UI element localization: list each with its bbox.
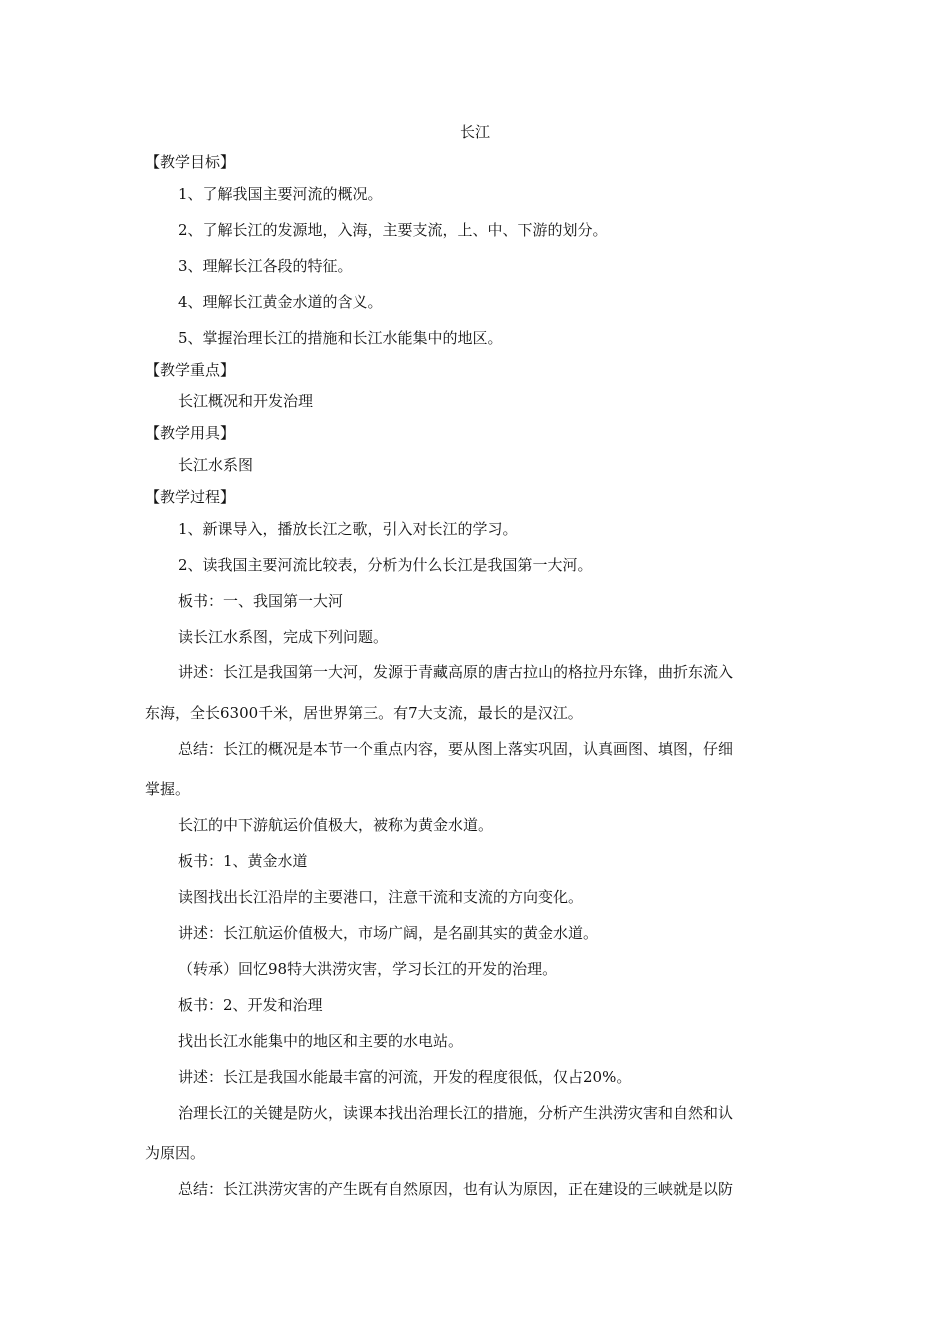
key-points-text: 长江概况和开发治理	[178, 392, 314, 410]
goal-item: 2、了解长江的发源地，入海，主要支流，上、中、下游的划分。	[178, 221, 608, 239]
goal-item: 3、理解长江各段的特征。	[178, 257, 353, 275]
process-line: 1、新课导入，播放长江之歌，引入对长江的学习。	[178, 520, 518, 538]
process-line: 读图找出长江沿岸的主要港口，注意干流和支流的方向变化。	[178, 888, 584, 906]
document-title: 长江	[459, 123, 490, 141]
process-line: 东海，全长6300千米，居世界第三。有7大支流，最长的是汉江。	[145, 704, 583, 722]
process-line: 讲述：长江航运价值极大，市场广阔，是名副其实的黄金水道。	[178, 924, 599, 942]
process-line: 读长江水系图，完成下列问题。	[178, 628, 389, 646]
process-line: 长江的中下游航运价值极大，被称为黄金水道。	[178, 816, 494, 834]
tools-text: 长江水系图	[178, 456, 254, 474]
goal-item: 5、掌握治理长江的措施和长江水能集中的地区。	[178, 329, 503, 347]
process-heading: 【教学过程】	[145, 488, 236, 506]
process-line: 掌握。	[145, 780, 191, 798]
process-line: 讲述：长江是我国水能最丰富的河流，开发的程度很低，仅占20%。	[178, 1068, 632, 1086]
process-line: 讲述：长江是我国第一大河，发源于青藏高原的唐古拉山的格拉丹东锋，曲折东流入	[178, 663, 734, 681]
process-line: 2、读我国主要河流比较表，分析为什么长江是我国第一大河。	[178, 556, 593, 574]
key-points-heading: 【教学重点】	[145, 361, 236, 379]
goal-item: 4、理解长江黄金水道的含义。	[178, 293, 383, 311]
process-line: 板书：2、开发和治理	[178, 996, 323, 1014]
tools-heading: 【教学用具】	[145, 424, 236, 442]
process-line: （转承）回忆98特大洪涝灾害，学习长江的开发的治理。	[178, 960, 558, 978]
process-line: 找出长江水能集中的地区和主要的水电站。	[178, 1032, 464, 1050]
process-line: 治理长江的关键是防火，读课本找出治理长江的措施，分析产生洪涝灾害和自然和认	[178, 1104, 734, 1122]
process-line: 板书：一、我国第一大河	[178, 592, 344, 610]
goals-heading: 【教学目标】	[145, 153, 236, 171]
goal-item: 1、了解我国主要河流的概况。	[178, 185, 383, 203]
process-line: 为原因。	[145, 1144, 206, 1162]
process-line: 总结：长江的概况是本节一个重点内容，要从图上落实巩固，认真画图、填图，仔细	[178, 740, 734, 758]
process-line: 板书：1、黄金水道	[178, 852, 308, 870]
process-line: 总结：长江洪涝灾害的产生既有自然原因，也有认为原因，正在建设的三峡就是以防	[178, 1180, 734, 1198]
